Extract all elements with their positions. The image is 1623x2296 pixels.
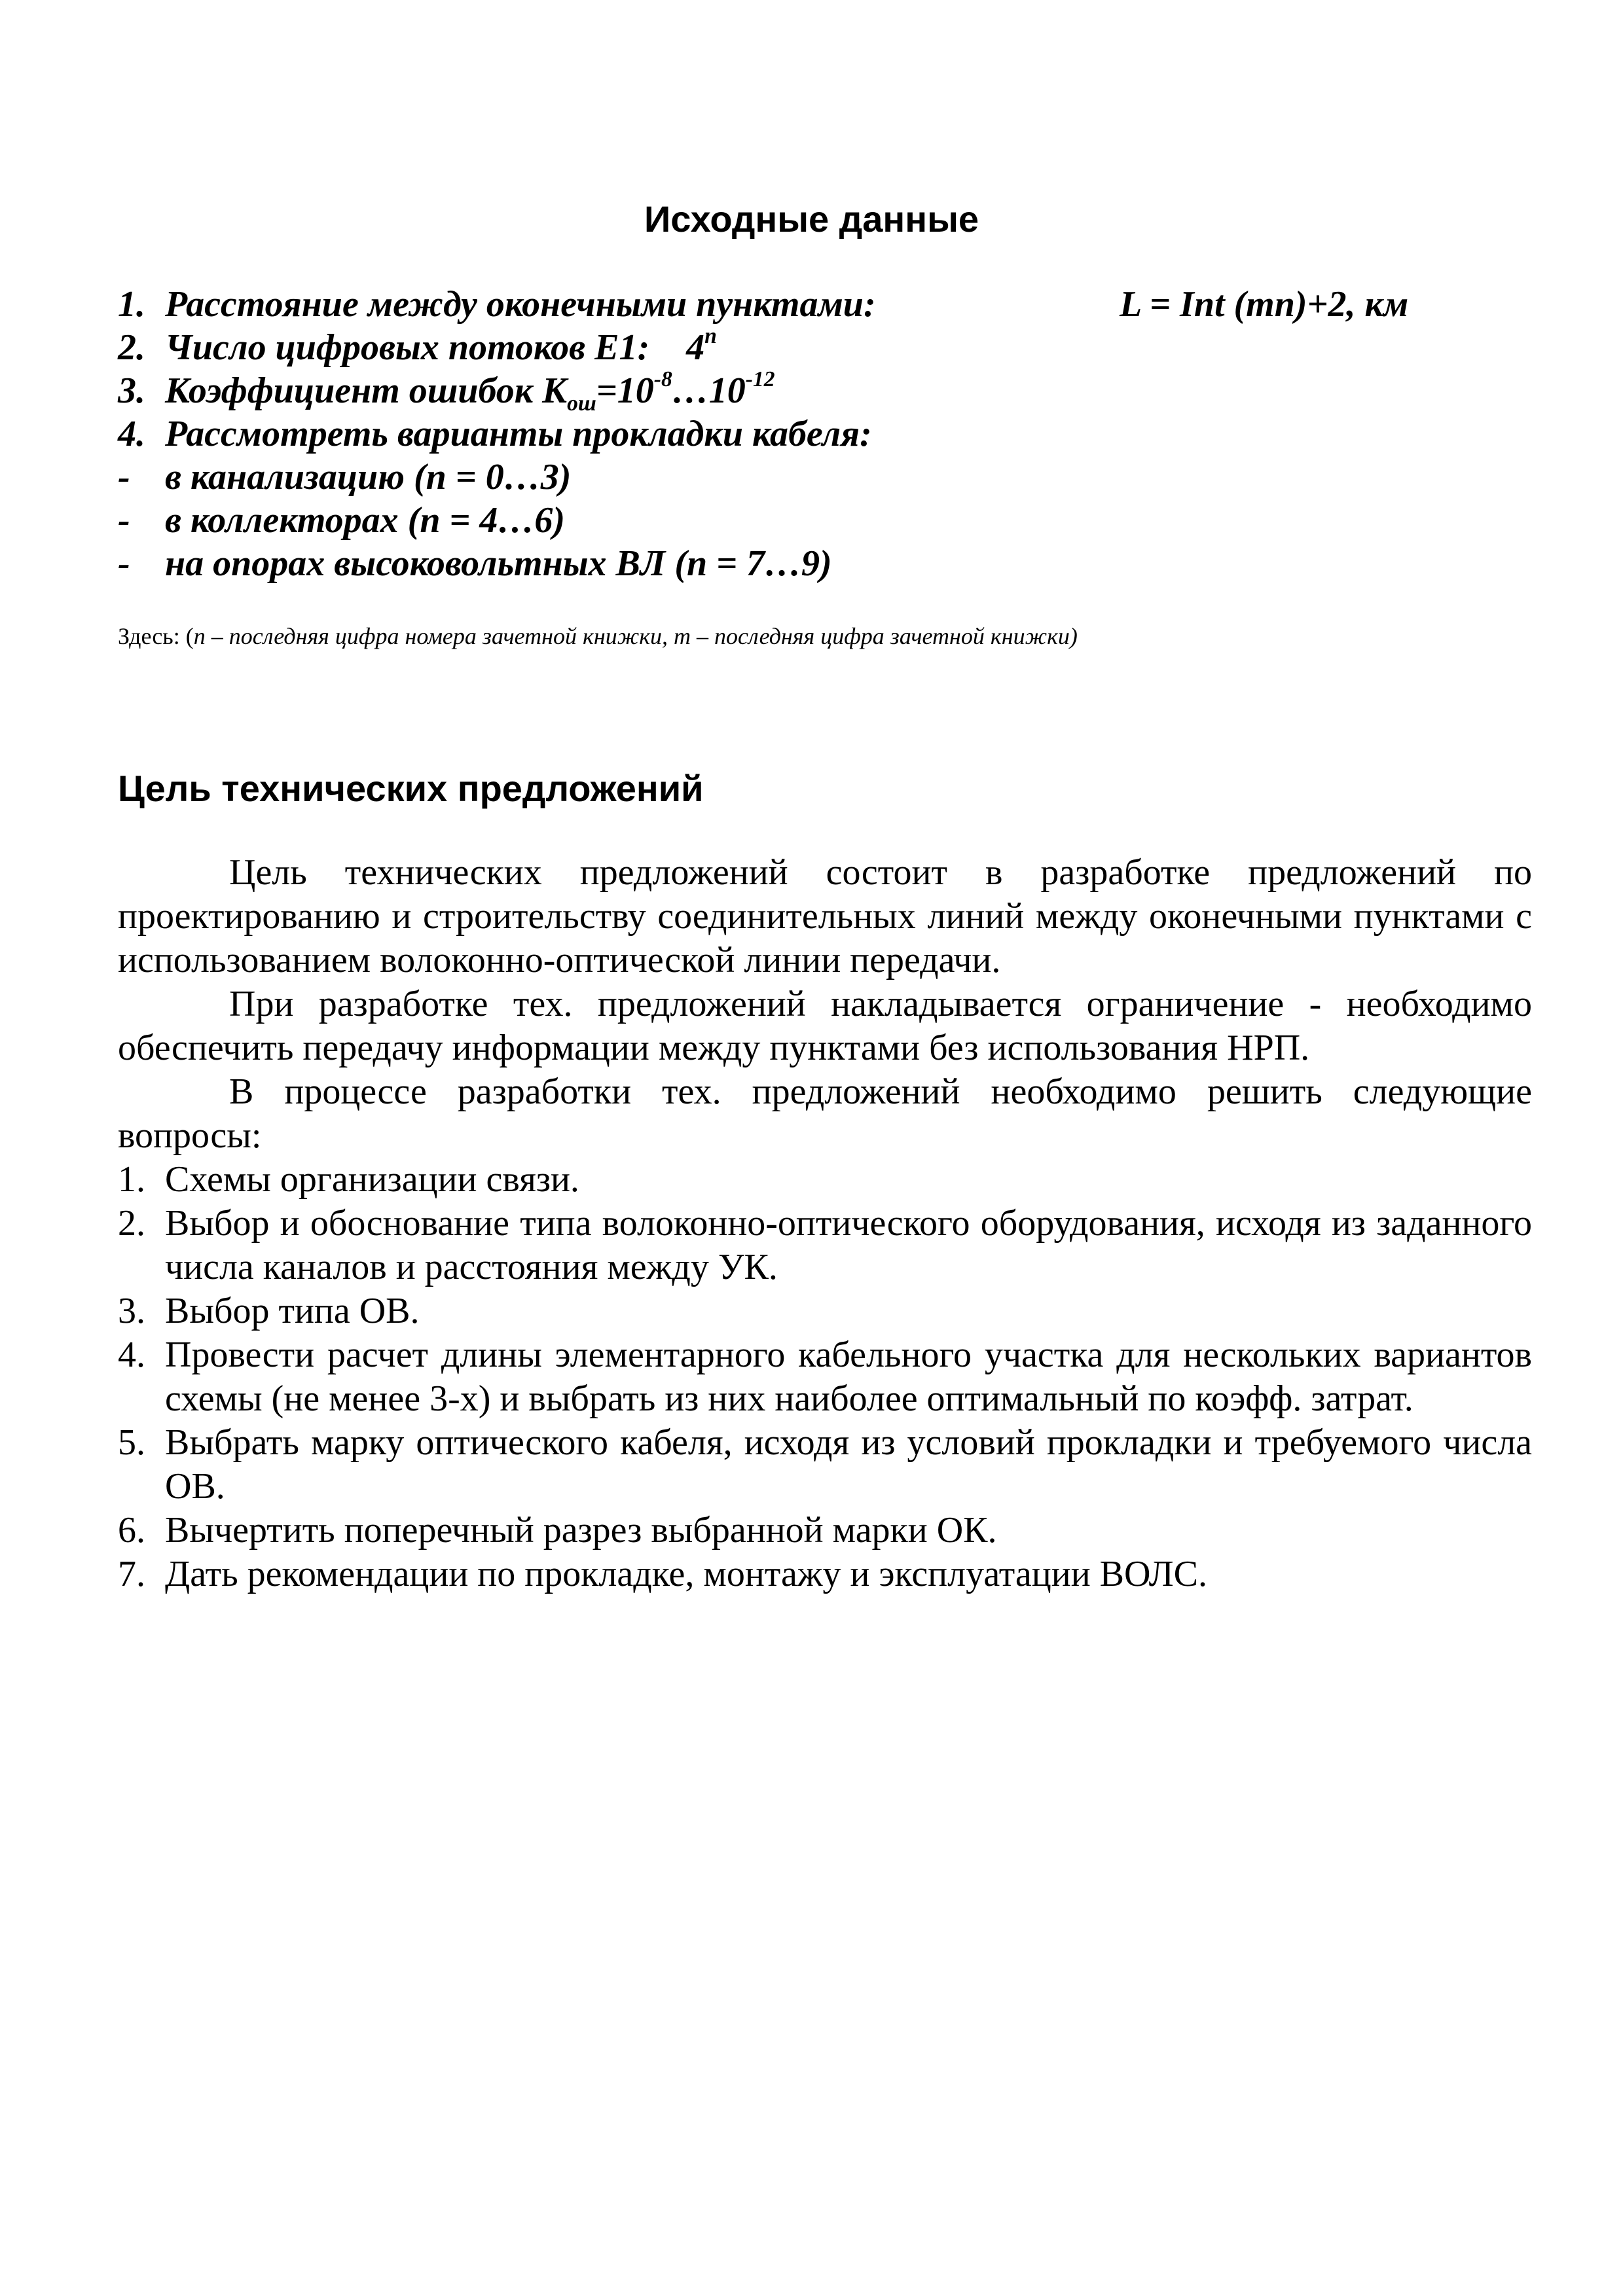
list-number: 7. <box>118 1554 145 1594</box>
list-item <box>118 1552 1532 1596</box>
item-text: Рассмотреть варианты прокладки кабеля: <box>165 414 872 454</box>
item-text: на опорах высоковольтных ВЛ (n = 7…9) <box>165 543 832 584</box>
note-line <box>118 622 1539 651</box>
list-text: Выбор типа ОВ. <box>165 1291 420 1331</box>
heading-goal: Цель технических предложений <box>118 768 704 809</box>
item-text: в канализацию (n = 0…3) <box>165 457 572 497</box>
item-number: 3. <box>118 370 145 411</box>
list-item <box>118 1333 1532 1421</box>
item-number: 2. <box>118 327 145 368</box>
item-number: 4. <box>118 414 145 454</box>
list-number: 4. <box>118 1335 145 1375</box>
list-item <box>118 1158 1532 1202</box>
list-text: Схемы организации связи. <box>165 1159 579 1200</box>
item-text: Коэффициент ошибок $К_{ош}=10^{-8}\dots 10^{-12}$ <box>165 367 775 416</box>
list-text: Выбрать марку оптического кабеля, исходя из условий прокладки и требуемого числа ОВ. <box>165 1422 1532 1507</box>
list-item <box>118 1289 1532 1333</box>
item-dash: - <box>118 500 130 541</box>
stream-count: 4 <box>686 327 705 368</box>
list-item <box>118 1509 1532 1552</box>
list-number: 3. <box>118 1291 145 1331</box>
item-text: Расстояние между оконечными пунктами: <box>165 284 876 325</box>
note-text: n – последняя цифра номера зачетной книжки, m – последняя цифра зачетной книжки) <box>193 623 1078 649</box>
list-item <box>118 1202 1532 1289</box>
goal-body <box>118 851 1532 1596</box>
note-prefix: Здесь: ( <box>118 623 194 649</box>
list-text: Дать рекомендации по прокладке, монтажу и эксплуатации ВОЛС. <box>165 1554 1208 1594</box>
paragraph: В процессе разработки тех. предложений необходимо решить следующие вопросы: <box>118 1071 1532 1156</box>
list-item <box>118 1421 1532 1509</box>
heading-source-data: Исходные данные <box>644 198 979 240</box>
paragraph: При разработке тех. предложений накладывается ограничение - необходимо обеспечить передачу информации между пунктами без использования НРП. <box>118 984 1532 1068</box>
item-dash: - <box>118 457 130 497</box>
list-text: Вычертить поперечный разрез выбранной марки ОК. <box>165 1510 997 1551</box>
list-number: 2. <box>118 1203 145 1244</box>
list-number: 1. <box>118 1159 145 1200</box>
list-number: 5. <box>118 1422 145 1463</box>
item-number: 1. <box>118 284 145 325</box>
list-text: Выбор и обоснование типа волоконно-оптического оборудования, исходя из заданного числа каналов и расстояния между УК. <box>165 1203 1532 1287</box>
item-text: Число цифровых потоков Е1: 4$^n$ <box>165 324 717 368</box>
paragraph: Цель технических предложений состоит в разработке предложений по проектированию и строительству соединительных линий между оконечными пунктами с использованием волоконно-оптической линии передачи. <box>118 852 1532 980</box>
item-text: в коллекторах (n = 4…6) <box>165 500 566 541</box>
list-number: 6. <box>118 1510 145 1551</box>
task-list <box>118 1158 1532 1596</box>
list-text: Провести расчет длины элементарного кабельного участка для нескольких вариантов схемы (не менее 3-х) и выбрать из них наиболее оптимальный по коэфф. затрат. <box>165 1335 1532 1419</box>
item-dash: - <box>118 543 130 584</box>
stream-exponent: n <box>704 324 717 349</box>
distance-formula: L = Int (mn)+2, км <box>1120 284 1409 325</box>
